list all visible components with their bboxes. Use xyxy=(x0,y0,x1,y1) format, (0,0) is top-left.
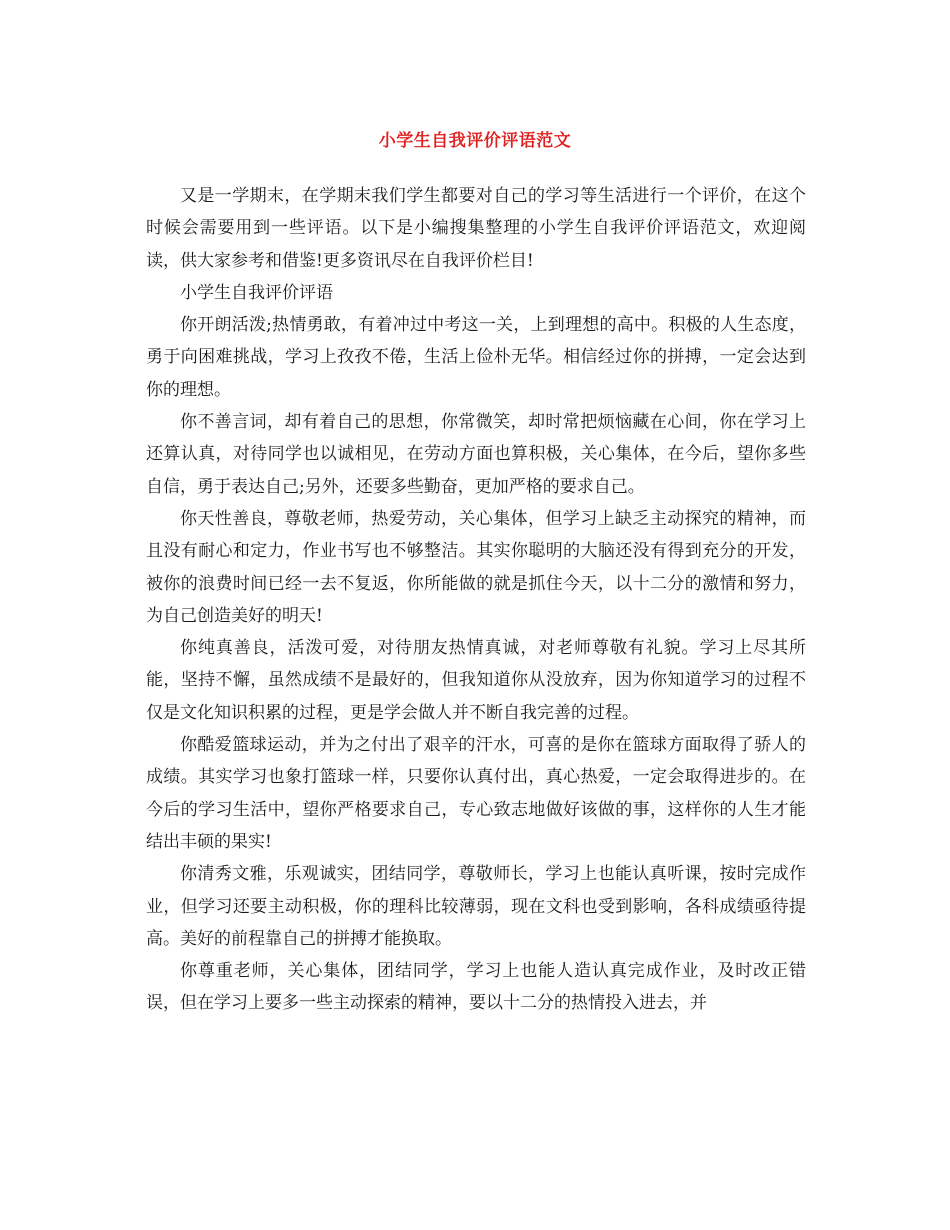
paragraph: 你不善言词，却有着自己的思想，你常微笑，却时常把烦恼藏在心间，你在学习上还算认真，对待同学也以诚相见，在劳动方面也算积极，关心集体，在今后，望你多些自信，勇于表达自己;另外，还要多些勤奋，更加严格的要求自己。 xyxy=(146,412,806,497)
paragraph: 你纯真善良，活泼可爱，对待朋友热情真诚，对老师尊敬有礼貌。学习上尽其所能，坚持不懈，虽然成绩不是最好的，但我知道你从没放弃，因为你知道学习的过程不仅是文化知识积累的过程，更是学会做人并不断自我完善的过程。 xyxy=(146,638,806,723)
document-title: 小学生自我评价评语范文 xyxy=(378,131,572,151)
paragraph: 你尊重老师，关心集体，团结同学，学习上也能人造认真完成作业，及时改正错误，但在学习上要多一些主动探索的精神，要以十二分的热情投入进去，并 xyxy=(146,961,806,1014)
paragraph: 你天性善良，尊敬老师，热爱劳动，关心集体，但学习上缺乏主动探究的精神，而且没有耐心和定力，作业书写也不够整洁。其实你聪明的大脑还没有得到充分的开发，被你的浪费时间已经一去不复返，你所能做的就是抓住今天，以十二分的激情和努力，为自己创造美好的明天! xyxy=(146,508,806,626)
paragraph: 你清秀文雅，乐观诚实，团结同学，尊敬师长，学习上也能认真听课，按时完成作业，但学习还要主动积极，你的理科比较薄弱，现在文科也受到影响，各科成绩亟待提高。美好的前程靠自己的拼搏才能换取。 xyxy=(146,864,806,949)
section-heading: 小学生自我评价评语 xyxy=(180,282,333,303)
paragraph: 你酷爱篮球运动，并为之付出了艰辛的汗水，可喜的是你在篮球方面取得了骄人的成绩。其实学习也象打篮球一样，只要你认真付出，真心热爱，一定会取得进步的。在今后的学习生活中，望你严格要求自己，专心致志地做好该做的事，这样你的人生才能结出丰硕的果实! xyxy=(146,735,806,852)
paragraph: 你开朗活泼;热情勇敢，有着冲过中考这一关，上到理想的高中。积极的人生态度，勇于向困难挑战，学习上孜孜不倦，生活上俭朴无华。相信经过你的拼搏，一定会达到你的理想。 xyxy=(146,315,806,400)
paragraph-intro: 又是一学期末，在学期末我们学生都要对自己的学习等生活进行一个评价，在这个时候会需要用到一些评语。以下是小编搜集整理的小学生自我评价评语范文，欢迎阅读，供大家参考和借鉴!更多资讯尽在自我评价栏目! xyxy=(146,186,806,271)
document-body xyxy=(146,180,806,1020)
